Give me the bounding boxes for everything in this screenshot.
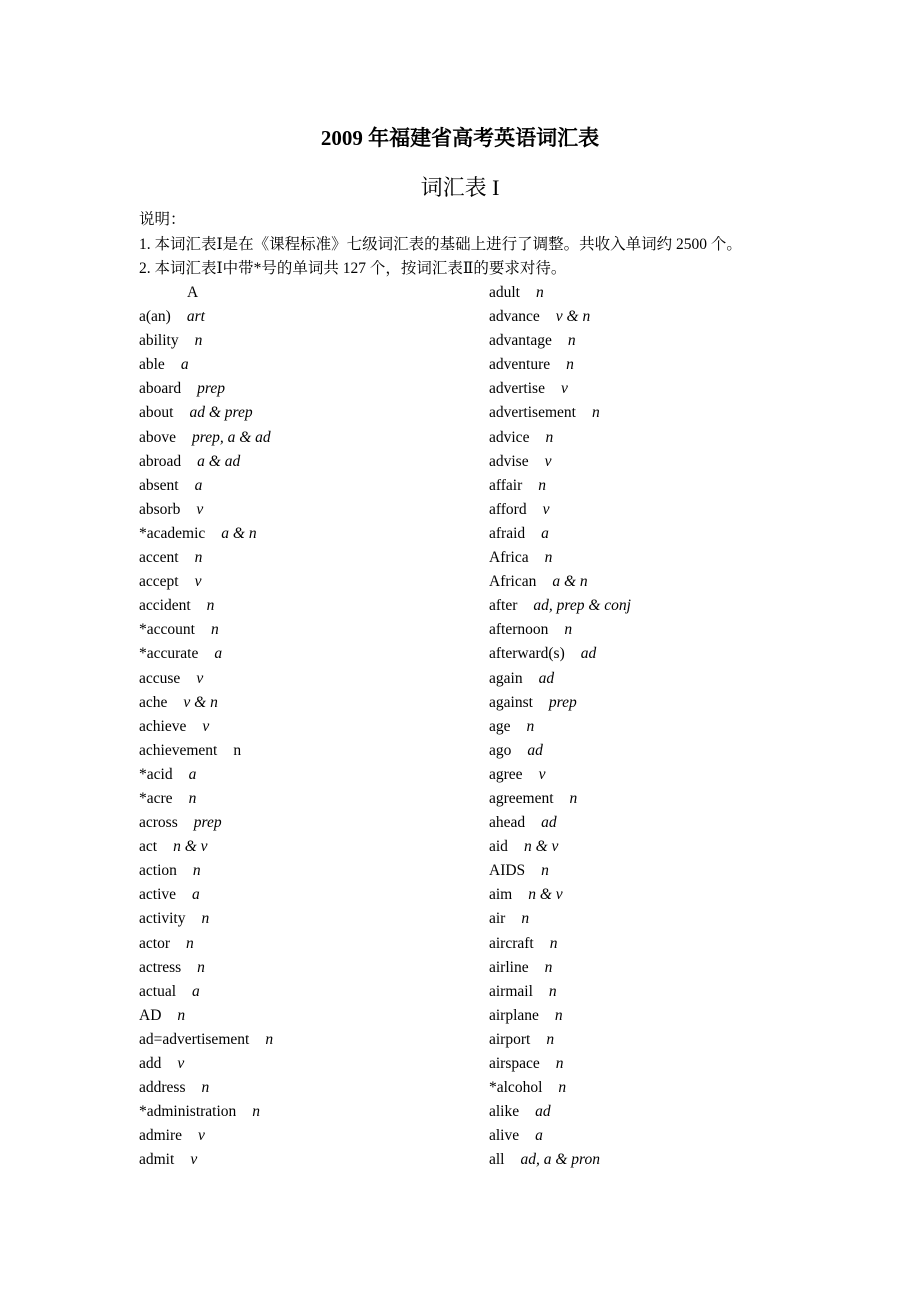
vocab-entry [139,1028,273,1052]
vocab-word: against [489,693,533,711]
vocab-word: advertise [489,380,545,398]
part-of-speech: v [177,1055,185,1072]
part-of-speech: n [521,910,530,928]
part-of-speech: ad & prep [189,404,253,422]
part-of-speech: v [194,573,202,591]
part-of-speech: ad [535,1103,551,1121]
vocab-word: admire [139,1127,183,1145]
vocab-word: age [489,717,511,735]
vocab-entry [489,570,631,594]
part-of-speech: ad [580,645,597,663]
part-of-speech: art [186,308,205,326]
vocab-entry [489,1028,631,1052]
vocab-word: afternoon [489,621,549,639]
part-of-speech: n [192,862,201,880]
vocab-word: airspace [489,1055,540,1072]
vocab-word: able [139,356,165,374]
vocab-word: *acre [139,789,173,807]
vocab-entry [489,980,631,1004]
vocab-word: adventure [489,356,551,374]
part-of-speech: n [567,332,576,350]
vocab-word: advise [489,452,529,470]
vocab-entry [489,498,631,522]
vocab-word: achievement [139,741,218,759]
notes-section [139,208,742,282]
vocab-entry [489,281,631,305]
vocab-word: all [489,1151,505,1169]
part-of-speech: ad, prep & conj [533,597,631,615]
vocab-entry [139,1076,273,1100]
vocab-entry [489,329,631,353]
vocab-entry [139,667,273,691]
vocab-entry [139,1052,273,1076]
vocab-entry [139,715,273,739]
vocab-entry [139,932,273,956]
part-of-speech: n [194,332,203,350]
part-of-speech: n [544,549,553,567]
vocab-word: afford [489,500,527,518]
vocab-word: alive [489,1127,520,1145]
vocab-word: ache [139,693,168,711]
vocab-entry [489,691,631,715]
document-subtitle: 词汇表 I [420,175,500,200]
vocab-entry [489,956,631,980]
vocab-word: add [139,1055,162,1072]
part-of-speech: n [206,597,215,615]
part-of-speech: a [194,476,203,494]
part-of-speech: n [233,741,242,759]
vocab-word: afterward(s) [489,645,565,663]
part-of-speech: a [535,1127,543,1145]
part-of-speech: n [197,958,205,976]
part-of-speech: ad [541,814,557,832]
vocab-entry [489,474,631,498]
vocab-word: AD [139,1006,162,1024]
vocab-word: above [139,428,177,446]
vocab-entry [489,1076,631,1100]
part-of-speech: n [546,1030,555,1048]
vocab-entry [139,787,273,811]
vocab-word: ability [139,332,179,350]
part-of-speech: n [555,1055,564,1072]
part-of-speech: v [196,500,204,518]
part-of-speech: n [545,428,554,446]
vocab-entry [489,907,631,931]
vocab-entry [139,450,273,474]
vocab-word: alike [489,1103,520,1121]
vocab-entry [489,787,631,811]
vocab-word: AIDS [489,862,526,880]
part-of-speech: n [210,621,219,639]
vocab-entry [139,522,273,546]
vocab-word: airline [489,958,529,976]
part-of-speech: a [214,645,223,663]
vocab-word: achieve [139,717,187,735]
vocab-entry [139,498,273,522]
part-of-speech: n [185,934,194,952]
part-of-speech: n [194,549,203,567]
vocab-entry [139,377,273,401]
part-of-speech: v [202,717,210,735]
vocab-entry [489,1124,631,1148]
part-of-speech: n [549,934,558,952]
vocab-entry [489,426,631,450]
part-of-speech: v [544,452,552,470]
vocab-word: advantage [489,332,552,350]
vocab-entry [489,811,631,835]
vocab-entry [139,546,273,570]
vocab-word: accident [139,597,191,615]
vocab-word: adult [489,284,520,301]
vocab-word: airplane [489,1006,539,1024]
vocab-word: absent [139,476,179,494]
part-of-speech: a & ad [197,452,241,470]
part-of-speech: v & n [183,693,218,711]
vocab-word: act [139,838,158,856]
vocab-word: agreement [489,789,554,807]
part-of-speech: n [564,621,573,639]
vocab-entry [139,570,273,594]
vocab-word: advertisement [489,404,576,422]
part-of-speech: n [188,789,197,807]
vocab-word: aboard [139,380,182,398]
part-of-speech: a & n [221,524,257,542]
part-of-speech: prep [193,814,222,832]
part-of-speech: ad [527,741,543,759]
vocab-word: aircraft [489,934,534,952]
part-of-speech: n [544,958,553,976]
part-of-speech: v [196,669,204,687]
vocab-entry [139,474,273,498]
vocab-word: airmail [489,982,533,1000]
vocab-entry [139,859,273,883]
part-of-speech: n & v [528,886,563,904]
vocab-entry [139,811,273,835]
part-of-speech: a [192,982,200,1000]
vocab-entry [489,1052,631,1076]
part-of-speech: prep, a & ad [192,428,271,446]
vocab-entry [489,377,631,401]
part-of-speech: n [541,862,549,880]
vocab-word: *acid [139,765,173,783]
vocab-entry [139,1148,273,1172]
part-of-speech: n [526,717,535,735]
part-of-speech: n [591,404,600,422]
part-of-speech: n [252,1103,261,1121]
part-of-speech: v [198,1127,205,1145]
vocab-entry [139,763,273,787]
vocab-word: aim [489,886,513,904]
vocab-word: afraid [489,524,526,542]
part-of-speech: n [201,910,210,928]
part-of-speech: n [536,284,544,301]
vocab-word: affair [489,476,523,494]
part-of-speech: n [554,1006,563,1024]
vocab-entry [139,618,273,642]
part-of-speech: n [566,356,574,374]
part-of-speech: a [541,524,549,542]
vocab-entry [489,667,631,691]
vocab-entry [139,835,273,859]
vocab-entry [489,932,631,956]
note-item: 2. 本词汇表Ⅰ中带*号的单词共 127 个，按词汇表Ⅱ的要求对待。 [139,260,567,277]
vocab-word: *accurate [139,645,199,663]
vocab-word: active [139,886,177,904]
part-of-speech: prep [548,693,577,711]
vocab-entry [489,1100,631,1124]
vocab-entry [139,426,273,450]
vocab-word: aid [489,838,508,856]
vocab-word: accept [139,573,179,591]
part-of-speech: prep [197,380,226,398]
vocab-entry [139,956,273,980]
vocab-entry [489,715,631,739]
part-of-speech: n [569,789,578,807]
vocab-word: airport [489,1030,531,1048]
vocab-word: African [489,573,537,591]
vocab-word: after [489,597,518,615]
vocab-word: actress [139,958,182,976]
vocab-entry [139,739,273,763]
vocab-entry [489,618,631,642]
vocab-entry [139,1004,273,1028]
part-of-speech: a [192,886,200,904]
vocab-word: agree [489,765,523,783]
part-of-speech: v & n [555,308,591,326]
vocab-word: absorb [139,500,181,518]
vocab-entry [139,883,273,907]
vocab-column-left [139,281,273,1172]
vocab-entry [489,739,631,763]
vocab-word: again [489,669,523,687]
part-of-speech: n [265,1030,274,1048]
vocab-word: *account [139,621,195,639]
vocab-entry [489,835,631,859]
vocab-word: Africa [489,549,529,567]
part-of-speech: a [180,356,189,374]
part-of-speech: n [177,1006,186,1024]
vocab-entry [139,401,273,425]
vocab-word: *academic [139,524,206,542]
vocab-word: activity [139,910,186,928]
vocab-word: accuse [139,669,181,687]
vocab-word: accent [139,549,179,567]
vocab-word: a(an) [139,308,171,326]
vocab-word: *alcohol [489,1079,543,1097]
vocab-entry [489,859,631,883]
part-of-speech: v [560,380,568,398]
vocab-entry [139,305,273,329]
part-of-speech: n [201,1079,210,1097]
vocab-word: admit [139,1151,175,1169]
vocab-word: ad=advertisement [139,1030,250,1048]
vocab-word: abroad [139,452,182,470]
vocab-entry [489,305,631,329]
vocab-entry [139,353,273,377]
vocab-word: air [489,910,506,928]
vocab-entry [489,353,631,377]
vocab-entry [139,1100,273,1124]
vocab-entry [139,907,273,931]
vocab-word: advance [489,308,540,326]
part-of-speech: n [548,982,557,1000]
part-of-speech: a [188,765,197,783]
vocab-word: about [139,404,174,422]
vocab-word: across [139,814,178,832]
note-item: 1. 本词汇表Ⅰ是在《课程标准》七级词汇表的基础上进行了调整。共收入单词约 2500 个。 [139,235,742,253]
vocab-word: actor [139,934,170,952]
vocab-word: address [139,1079,186,1097]
vocab-entry [489,1004,631,1028]
part-of-speech: n [558,1079,567,1097]
vocab-word: ago [489,741,512,759]
section-letter: A [187,284,199,301]
part-of-speech: v [538,765,546,783]
part-of-speech: ad [538,669,555,687]
vocab-entry [139,594,273,618]
vocab-column-right [489,281,631,1172]
part-of-speech: n & v [523,838,559,856]
vocab-word: actual [139,982,177,1000]
vocab-entry [139,691,273,715]
vocab-entry [139,329,273,353]
vocab-word: *administration [139,1103,237,1121]
vocab-entry [489,401,631,425]
vocab-word: advice [489,428,530,446]
vocab-entry [489,450,631,474]
vocab-entry [489,594,631,618]
vocab-entry [489,883,631,907]
notes-heading: 说明： [139,211,186,228]
document-title: 2009 年福建省高考英语词汇表 [320,126,600,150]
part-of-speech: a & n [552,573,588,591]
part-of-speech: v [190,1151,198,1169]
vocab-entry [489,763,631,787]
vocab-word: action [139,862,177,880]
vocab-entry [489,522,631,546]
vocab-entry [489,546,631,570]
vocab-entry [489,1148,631,1172]
part-of-speech: n [538,476,547,494]
vocab-entry [139,1124,273,1148]
part-of-speech: ad, a & pron [520,1151,601,1169]
vocab-entry [489,642,631,666]
vocab-entry [139,642,273,666]
part-of-speech: v [542,500,550,518]
vocab-entry [139,980,273,1004]
vocab-word: ahead [489,814,526,832]
part-of-speech: n & v [173,838,208,856]
